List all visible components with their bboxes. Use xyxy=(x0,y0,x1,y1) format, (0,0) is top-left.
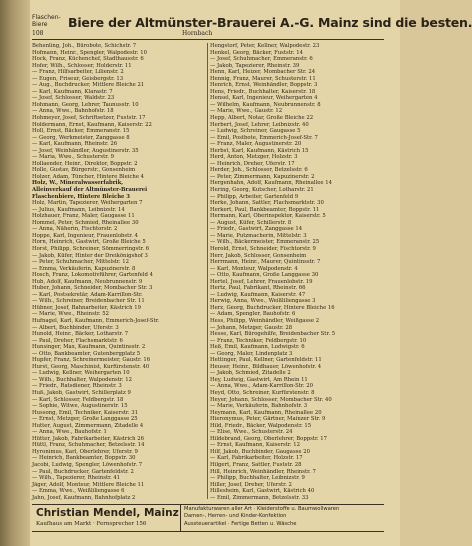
directory-entry: — Sophie, Witwe, Augustinerstr. 15 xyxy=(32,403,128,410)
directory-entry: — Peter, Zimmermann, Kapuzinerstr. 2 xyxy=(210,173,315,180)
directory-entry: Hess, Philipp, Weinhändler, Weißgasse 2 xyxy=(210,317,320,324)
directory-entry: Hey, Ludwig, Gastwirt, Am Rhein 11 xyxy=(210,376,308,383)
directory-entry: Holle, Gustav, Bürgerstr., Gonsenheim xyxy=(32,167,136,174)
directory-entry: — Jakob, Schmied, Zitadelle 2 xyxy=(210,370,291,377)
section-word: Hornbach xyxy=(182,30,213,37)
directory-entry: Herr, Jakob, Schlosser, Gonsenheim xyxy=(210,252,307,259)
column-divider xyxy=(207,43,208,499)
directory-entry: Hübner, Josef, Bahnarbeiter, Kästrich 19 xyxy=(32,304,141,311)
directory-entry: Hertel, Josef, Lehrer, Frauenlobstr. 19 xyxy=(210,278,313,285)
directory-entry: Herold, Ernst, Schneider, Fischtorstr. 9 xyxy=(210,245,316,252)
footer-address: Kaufhaus am Markt · Fernsprecher 156 xyxy=(36,521,147,527)
directory-entry: Huber, Johann, Schneider, Mombacher Str. 3 xyxy=(32,285,153,292)
right-column xyxy=(210,43,382,499)
directory-entry: — Jakob, Küfer, Hinter der Dreikönigshof 3 xyxy=(32,252,148,259)
directory-entry: — Adam, Spengler, Bauhofstr. 6 xyxy=(210,311,296,318)
directory-entry: — Wilh., Schreiner, Breidenbacher Str. 11 xyxy=(32,298,145,305)
directory-entry: — Johann, Metzger, Gaustr. 28 xyxy=(210,324,293,331)
directory-entry: — Franz, Maler, Augustinerstr. 20 xyxy=(210,141,302,148)
directory-entry: Heyd, Otto, Schreiner, Kurfürstenstr. 8 xyxy=(210,389,315,396)
directory-entry: — Emma, Wwe., Weißliliengasse 6 xyxy=(32,488,125,495)
directory-entry: Hohmann, Georg, Lehrer, Taunusstr. 10 xyxy=(32,101,139,108)
header-small-label: Flaschen-Biere xyxy=(32,14,61,28)
directory-entry: — Heinrich, Bankbeamter, Boppstr. 30 xyxy=(32,455,136,462)
footer-left-box xyxy=(32,505,181,531)
directory-entry: Jäger, Adolf, Monteur, Mittlere Bleiche 11 xyxy=(32,481,145,488)
directory-entry: — Philipp, Buchhalter, Leibnizstr. 9 xyxy=(210,475,305,482)
directory-entry: — Paul, Dreher, Flachsmarktstr. 6 xyxy=(32,337,123,344)
directory-entry: — Anna, Wwe., Adam-Karrillon-Str. 20 xyxy=(210,383,313,390)
directory-entry: Hensel, Karl, Ingenieur, Weihergarten 4 xyxy=(210,95,318,102)
directory-entry: — Georg, Maler, Lindenplatz 3 xyxy=(210,350,293,357)
directory-entry: — Ludwig, Kellner, Weihergarten 10 xyxy=(32,370,130,377)
directory-entry: Horst, Philipp, Schreiner, Sömmerringstr. 6 xyxy=(32,245,150,252)
footer-line: Damen-, Herren- und Kinder-Konfektion xyxy=(184,513,287,520)
directory-entry: Hildebrand, Georg, Oberlehrer, Boppstr. 17 xyxy=(210,435,328,442)
directory-entry: — Aug., Buchdrucker, Mittlere Bleiche 21 xyxy=(32,82,145,89)
directory-entry: Holdermann, Ernst, Kaufmann, Kaiserstr. 22 xyxy=(32,121,152,128)
directory-entry: — Karl, Kaufmann, Klarastr. 7 xyxy=(32,88,113,95)
directory-entry: — Wilhelm, Kaufmann, Neubrunnenstr. 8 xyxy=(210,101,321,108)
directory-entry: — Marie, Putzmacherin, Mittelstr. 3 xyxy=(210,232,307,239)
directory-entry: — Wilh., Bäckermeister, Emmeranstr. 25 xyxy=(210,239,320,246)
directory-entry: — Emil, Zimmermann, Betzelsstr. 33 xyxy=(210,494,309,501)
directory-entry: Hufnagel, Karl, Kaufmann, Emmerich-Josef-Str. xyxy=(32,317,160,324)
directory-entry: Henn, Karl, Heizer, Mombacher Str. 24 xyxy=(210,69,316,76)
directory-entry: Hohmeyer, Josef, Schriftsetzer, Fuststr. 17 xyxy=(32,115,146,122)
page-content xyxy=(32,14,472,534)
directory-entry: Hommel, Peter, Schmied, Rheinallee 30 xyxy=(32,219,139,226)
directory-entry: Henrich, Ernst, Weinhändler, Boppstr. 3 xyxy=(210,82,318,89)
directory-entry: — Peter, Schuhmacher, Mittelstr. 12 xyxy=(32,259,129,266)
directory-entry: Holl, Ernst, Bäcker, Emmeranstr. 15 xyxy=(32,128,130,135)
directory-entry: Heyer, Johann, Schlosser, Mombacher Str. 40 xyxy=(210,396,332,403)
directory-entry: Herbst, Karl, Kaufmann, Kästrich 15 xyxy=(210,147,309,154)
directory-entry: — Anna, Wwe., Bauhofstr. 1 xyxy=(32,429,107,436)
directory-entry: Hettinger, Paul, Kellner, Gartenfeldstr. 11 xyxy=(210,357,322,364)
directory-entry: Hesse, Karl, Bürogehilfe, Breidenbacher Str. 5 xyxy=(210,331,336,338)
directory-entry: — Otto, Bankbeamter, Gutenbergplatz 5 xyxy=(32,350,141,357)
directory-entry: — Marie, Wwe., Rheinstr. 52 xyxy=(32,311,109,318)
directory-entry: Hofer, Wilh., Schlosser, Holderstr. 11 xyxy=(32,62,132,69)
directory-entry: — Heinrich, Dreher, Uferstr. 17 xyxy=(210,160,295,167)
directory-entry: Holzhauer, Franz, Maler, Gaugasse 11 xyxy=(32,213,135,220)
directory-entry: — Karl, Monteur, Walpodenstr. 4 xyxy=(210,265,298,272)
directory-entry: Herbert, Josef, Lehrer, Leibnizstr. 40 xyxy=(210,121,309,128)
directory-entry: — Franz, Hilfsarbeiter, Lilienstr. 2 xyxy=(32,69,124,76)
directory-entry: Hollaender, Heinr., Direktor, Boppstr. 2 xyxy=(32,160,138,167)
directory-entry: Hub, Adolf, Kaufmann, Neubrunnenstr. 9 xyxy=(32,278,143,285)
directory-entry: — Ernst, Metzger, Große Langgasse 25 xyxy=(32,416,138,423)
directory-entry: Alleinverkauf der Altmünster-Brauerei xyxy=(32,187,148,194)
header-rule xyxy=(32,39,384,40)
directory-entry: Hyronimus, Karl, Oberlehrer, Uferstr. 9 xyxy=(32,448,138,455)
left-column xyxy=(32,43,204,499)
directory-entry: Hutter, August, Zimmermann, Zitadelle 4 xyxy=(32,422,144,429)
directory-entry: Holzer, Adam, Tüncher, Hintere Bleiche 4 xyxy=(32,173,145,180)
directory-entry: Herder, Joh., Schlosser, Betzelsstr. 6 xyxy=(210,167,308,174)
directory-entry: — Josef, Schlosser, Waldstr. 23 xyxy=(32,95,115,102)
directory-entry: Heuser, Heinr., Bildhauer, Löwenhofstr. 4 xyxy=(210,363,322,370)
directory-entry: — Ludwig, Kaufmann, Kaiserstr. 47 xyxy=(210,291,306,298)
directory-entry: — Jakob, Tapezierer, Rheinstr. 39 xyxy=(210,62,300,69)
page-header xyxy=(32,14,472,44)
page-number: 108 xyxy=(32,30,44,37)
directory-entry: Jacobi, Ludwig, Spengler, Löwenhofstr. 7 xyxy=(32,462,143,468)
directory-entry: — Elise, Wwe., Schusterstr. 24 xyxy=(210,429,293,436)
directory-entry: Herwig, Anna, Wwe., Weißliliengasse 3 xyxy=(210,298,316,305)
directory-entry: Hussong, Emil, Techniker, Kaiserstr. 31 xyxy=(32,409,138,416)
footer-company-name: Christian Mendel, Mainz xyxy=(36,507,179,519)
directory-entry: Hoppe, Karl, Ingenieur, Frauenlobstr. 4 xyxy=(32,232,138,239)
directory-entry: Hermann, Karl, Oberinspektor, Kaiserstr. 5 xyxy=(210,213,326,220)
directory-entry: — Karl, Postsekretär, Adam-Karrillon-Str. xyxy=(32,291,143,298)
directory-entry: Hennig, Franz, Maurer, Schusterstr. 11 xyxy=(210,75,316,82)
directory-entry: Hillesheim, Karl, Gastwirt, Kästrich 40 xyxy=(210,488,315,495)
footer-line: Aussteuerartikel · Fertige Betten u. Wäsche xyxy=(184,520,297,527)
directory-entry: Hock, Franz, Küchenchef, Stadthausstr. 6 xyxy=(32,56,144,63)
directory-entry: Hieronymus, Peter, Gärtner, Mainzer Str. 9 xyxy=(210,416,326,423)
directory-entry: Hofmann, Heinr., Spengler, Walpodestr. 10 xyxy=(32,49,147,56)
directory-entry: Hütter, Jakob, Fabrikarbeiter, Kästrich 26 xyxy=(32,435,144,442)
directory-entry: — Emil, Postbote, Emmerich-Josef-Str. 7 xyxy=(210,134,318,141)
directory-entry: — Philipp, Arbeiter, Gartenfeld 9 xyxy=(210,193,299,200)
directory-entry: Herd, Anton, Metzger, Holzstr. 3 xyxy=(210,154,298,161)
directory-entry: — Maria, Wwe., Schusterstr. 9 xyxy=(32,154,114,161)
directory-entry: — Marie, Verkäuferin, Bahnhofstr. 3 xyxy=(210,403,308,410)
directory-entry: Hosch, Franz, Lokomotivführer, Gartenfeld 4 xyxy=(32,272,153,279)
directory-entry: — Franz, Techniker, Feldbergstr. 10 xyxy=(210,337,307,344)
directory-entry: Hupfer, Franz, Schreinermeister, Gaustr. 16 xyxy=(32,357,151,364)
directory-entry: — Friedr., Ratsdiener, Rheinstr. 3 xyxy=(32,383,122,390)
directory-entry: — Anna, Näherin, Fischtorstr. 2 xyxy=(32,226,118,233)
directory-entry: — Anna, Wwe., Bahnhofstr. 18 xyxy=(32,108,114,115)
directory-entry: Heymann, Karl, Kaufmann, Rheinallee 20 xyxy=(210,409,322,416)
directory-entry: Henkel, Georg, Bäcker, Fuststr. 14 xyxy=(210,49,303,56)
directory-entry: Holz, Martin, Tapezierer, Weihergarten 7 xyxy=(32,200,143,207)
directory-entry: Holz, W., Mineralwasserfabrik, xyxy=(32,180,124,187)
directory-entry: — Georg, Werkmeister, Zanggasse 8 xyxy=(32,134,130,141)
directory-entry: — August, Küfer, Schillerstr. 8 xyxy=(210,219,292,226)
directory-entry: Hild, Friedr., Bäcker, Walpodenstr. 15 xyxy=(210,422,312,429)
directory-entry: Hiller, Josef, Dreher, Uferstr. 2 xyxy=(210,481,292,488)
directory-entry: Hens, Friedr., Buchhalter, Kaiserstr. 18 xyxy=(210,88,316,95)
directory-entry: Behenling, Joh., Bürobote, Schichstr. 7 xyxy=(32,43,137,49)
directory-entry: — Eugen, Friseur, Geisbergstr. 13 xyxy=(32,75,124,82)
book-gutter xyxy=(0,0,30,546)
directory-entry: Hengstorf, Peter, Kellner, Walpodestr. 23 xyxy=(210,43,320,49)
directory-entry: Horn, Heinrich, Gastwirt, Große Bleiche 5 xyxy=(32,239,146,246)
directory-entry: — Ernst, Kaufmann, Kaiserstr. 12 xyxy=(210,442,300,449)
directory-entry: Hertz, Paul, Fabrikant, Rheinstr. 66 xyxy=(210,285,306,292)
footer-right-box xyxy=(184,506,384,530)
directory-entry: — Otto, Kaufmann, Große Langgasse 30 xyxy=(210,272,319,279)
directory-entry: — Paul, Buchdrucker, Gartenfeldstr. 2 xyxy=(32,468,134,475)
directory-entry: Hunsinger, Max, Kaufmann, Quintinsstr. 2 xyxy=(32,344,146,351)
directory-entry: Herz, Georg, Buchdrucker, Hintere Bleiche 16 xyxy=(210,304,335,311)
directory-entry: — Emma, Verkäuferin, Kapuzinerstr. 8 xyxy=(32,265,136,272)
directory-entry: — Josef, Schuhmacher, Emmeranstr. 6 xyxy=(210,56,313,63)
directory-entry: Heß, Emil, Kaufmann, Ludwigstr. 6 xyxy=(210,344,305,351)
directory-entry: Huß, Jakob, Gastwirt, Schillerplatz 9 xyxy=(32,389,131,396)
directory-entry: Herkert, Paul, Bankbeamter, Boppstr. 11 xyxy=(210,206,320,213)
directory-entry: — Wilh., Buchhalter, Walpodenstr. 12 xyxy=(32,376,132,383)
directory-entry: Hergenhahn, Adolf, Kaufmann, Rheinallee 14 xyxy=(210,180,332,187)
directory-entry: — Albert, Buchbinder, Uferstr. 3 xyxy=(32,324,119,331)
directory-entry: — Josef, Weinhändler, Augustinerstr. 35 xyxy=(32,147,139,154)
directory-entry: — Ludwig, Schreiner, Gaugasse 5 xyxy=(210,128,301,135)
directory-entry: Hilgert, Franz, Sattler, Fuststr. 28 xyxy=(210,462,302,468)
directory-entry: Hepp, Albert, Notar, Große Bleiche 22 xyxy=(210,115,314,122)
directory-entry: Jahn, Josef, Kaufmann, Bahnhofplatz 2 xyxy=(32,494,136,501)
entry-columns xyxy=(32,43,384,499)
directory-entry: — Wilh., Tapezierer, Rheinstr. 41 xyxy=(32,475,121,482)
directory-entry: Hurst, Georg, Maschinist, Kurfürstenstr. 40 xyxy=(32,363,150,370)
directory-entry: Hüttl, Franz, Schuhmacher, Betzelsstr. 14 xyxy=(32,442,145,449)
directory-entry: Hilf, Jakob, Buchbinder, Gaugasse 20 xyxy=(210,448,310,455)
directory-entry: Hering, Georg, Kutscher, Lotharstr. 21 xyxy=(210,187,314,194)
footer-line: Manufakturwaren aller Art · Kleiderstoffe u. Baumwollwaren xyxy=(184,506,340,512)
directory-entry: — Karl, Fabrikarbeiter, Holzstr. 17 xyxy=(210,455,303,462)
directory-entry: — Karl, Schlosser, Feldbergstr. 18 xyxy=(32,396,124,403)
directory-entry: Flaschenbiere, Hintere Bleiche 3 xyxy=(32,193,130,200)
directory-entry: — Julius, Kaufmann, Leibnizstr. 14 xyxy=(32,206,125,213)
directory-entry: — Marie, Wwe., Gaustr. 12 xyxy=(210,108,283,115)
directory-entry: Hunold, Heinr., Bäcker, Lotharstr. 7 xyxy=(32,331,129,338)
directory-entry: Hill, Heinrich, Weinhändler, Rheinstr. 7 xyxy=(210,468,316,475)
directory-entry: Herke, Johann, Sattler, Flachsmarktstr. 30 xyxy=(210,200,324,207)
header-advertisement: Biere der Altmünster-Brauerei A.-G. Mainz sind die besten. xyxy=(68,15,472,30)
directory-entry: Herrmann, Heinr., Maurer, Quintinsstr. 7 xyxy=(210,259,321,266)
directory-entry: — Friedr., Gastwirt, Zanggasse 14 xyxy=(210,226,303,233)
footer-advertisement xyxy=(32,504,384,532)
directory-entry: — Karl, Kaufmann, Rheinstr. 26 xyxy=(32,141,118,148)
